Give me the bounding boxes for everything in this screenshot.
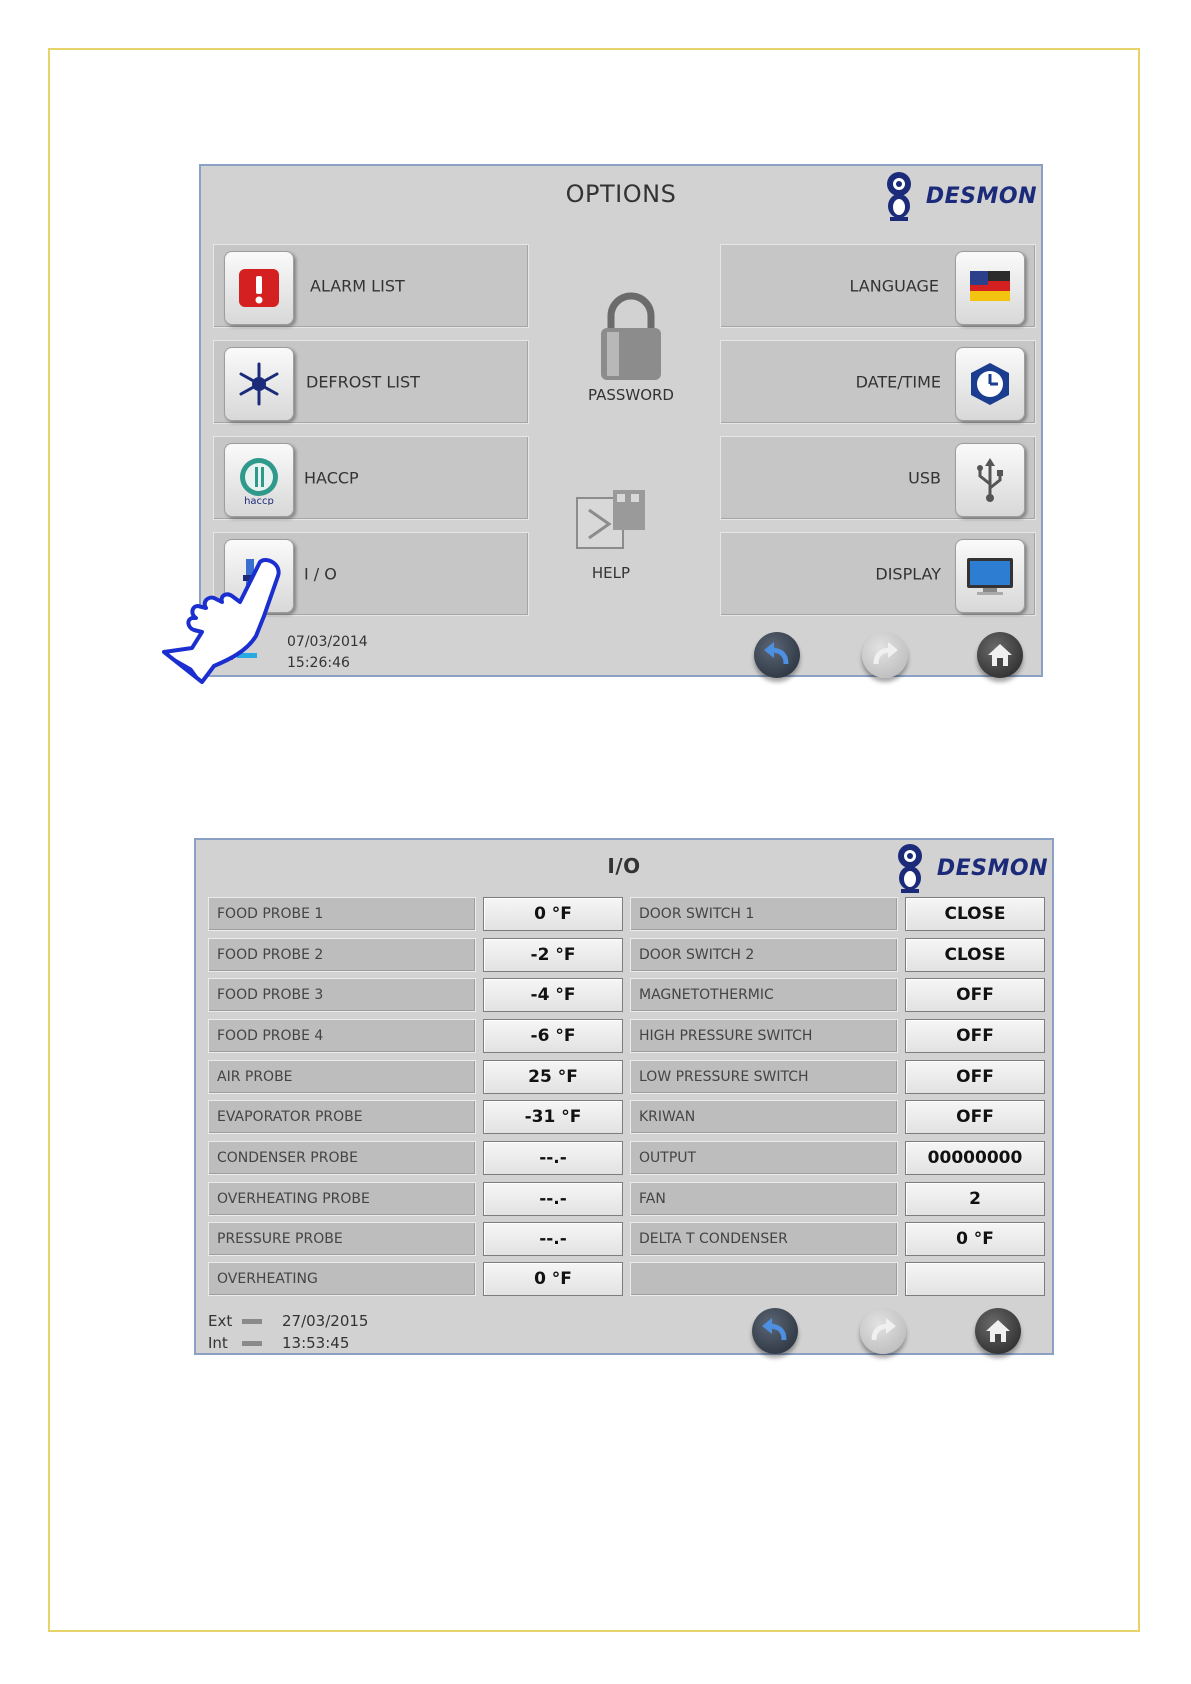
io-row-value: -4 °F [483,978,623,1012]
io-row-value: --.- [483,1141,623,1175]
display-button[interactable] [720,532,1036,616]
io-row-label: OUTPUT [630,1141,898,1175]
back-arrow-icon [760,1318,790,1344]
usb-label: USB [908,468,941,488]
alarm-list-label: ALARM LIST [310,276,405,296]
io-row-label: LOW PRESSURE SWITCH [630,1060,898,1094]
haccp-label: HACCP [304,468,359,488]
help-label: HELP [591,564,631,582]
io-row-label: PRESSURE PROBE [208,1222,476,1256]
io-row-label: EVAPORATOR PROBE [208,1100,476,1134]
forward-arrow-icon [870,642,900,668]
help-button[interactable] [541,484,681,582]
io-row-value: 2 [905,1182,1045,1216]
back-button[interactable] [754,632,800,678]
home-button[interactable] [975,1308,1021,1354]
date-text: 27/03/2015 [282,1312,369,1330]
password-button[interactable] [561,290,701,404]
time-text: 13:53:45 [282,1334,350,1352]
datetime [287,632,368,674]
flag-icon [955,251,1025,325]
usb-icon [955,443,1025,517]
io-row-value: 0 °F [483,1262,623,1296]
io-row-value: CLOSE [905,938,1045,972]
page-title: I/O [607,854,641,878]
snowflake-icon [224,347,294,421]
io-row-value: 0 °F [905,1222,1045,1256]
io-row-label: DOOR SWITCH 1 [630,897,898,931]
defrost-list-label: DEFROST LIST [306,372,420,392]
alarm-list-button[interactable] [213,244,529,328]
home-button[interactable] [977,632,1023,678]
io-row-value: OFF [905,978,1045,1012]
io-row-label: FOOD PROBE 2 [208,938,476,972]
monitor-icon [955,539,1025,613]
options-screen [199,164,1043,677]
forward-button[interactable] [860,1308,906,1354]
haccp-button[interactable] [213,436,529,520]
ext-int-indicators [208,1310,262,1354]
io-row-value: 0 °F [483,897,623,931]
usb-button[interactable] [720,436,1036,520]
int-label: Int [208,1334,228,1352]
io-row-value: OFF [905,1019,1045,1053]
haccp-icon [224,443,294,517]
penguin-emblem-icon [878,170,920,222]
language-button[interactable] [720,244,1036,328]
io-row-label: OVERHEATING [208,1262,476,1296]
io-row-value: OFF [905,1100,1045,1134]
password-label: PASSWORD [587,386,674,404]
io-row-value: --.- [483,1182,623,1216]
ext-indicator [242,1319,262,1324]
io-row-label: AIR PROBE [208,1060,476,1094]
io-row-value: OFF [905,1060,1045,1094]
io-row-value: 25 °F [483,1060,623,1094]
io-row-label: FOOD PROBE 4 [208,1019,476,1053]
io-row-label: HIGH PRESSURE SWITCH [630,1019,898,1053]
io-row-label: CONDENSER PROBE [208,1141,476,1175]
language-label: LANGUAGE [849,276,939,296]
io-row-value: CLOSE [905,897,1045,931]
home-icon [986,642,1014,668]
alarm-icon [224,251,294,325]
padlock-icon [597,290,665,382]
desmon-logo [878,170,1037,222]
io-row-label: MAGNETOTHERMIC [630,978,898,1012]
page-title: OPTIONS [565,180,677,208]
io-row-value: -31 °F [483,1100,623,1134]
logo-text: DESMON [936,855,1048,881]
back-button[interactable] [752,1308,798,1354]
hand-pointer-icon [162,556,282,686]
date-time-button[interactable] [720,340,1036,424]
date-text: 07/03/2014 [287,634,368,650]
io-label: I / O [304,564,337,584]
time-text: 15:26:46 [287,655,350,671]
home-icon [984,1318,1012,1344]
io-screen [194,838,1054,1355]
io-row-label: OVERHEATING PROBE [208,1182,476,1216]
display-label: DISPLAY [875,564,941,584]
svg-text:haccp: haccp [244,496,274,505]
back-arrow-icon [762,642,792,668]
io-row-value: -6 °F [483,1019,623,1053]
io-row-label: FAN [630,1182,898,1216]
io-row-label: KRIWAN [630,1100,898,1134]
io-row-value: -2 °F [483,938,623,972]
io-row-value: --.- [483,1222,623,1256]
io-row-label: DELTA T CONDENSER [630,1222,898,1256]
logo-text: DESMON [925,183,1037,209]
io-row-label [630,1262,898,1296]
film-help-icon [573,484,649,560]
io-row-label: FOOD PROBE 3 [208,978,476,1012]
forward-button[interactable] [862,632,908,678]
io-row-label: FOOD PROBE 1 [208,897,476,931]
forward-arrow-icon [868,1318,898,1344]
clock-icon [955,347,1025,421]
penguin-emblem-icon [889,842,931,894]
ext-label: Ext [208,1312,233,1330]
defrost-list-button[interactable] [213,340,529,424]
desmon-logo [889,842,1048,894]
date-time-label: DATE/TIME [855,372,941,392]
io-row-label: DOOR SWITCH 2 [630,938,898,972]
int-indicator [242,1341,262,1346]
io-row-value: 00000000 [905,1141,1045,1175]
datetime [282,1310,368,1354]
io-row-value [905,1262,1045,1296]
